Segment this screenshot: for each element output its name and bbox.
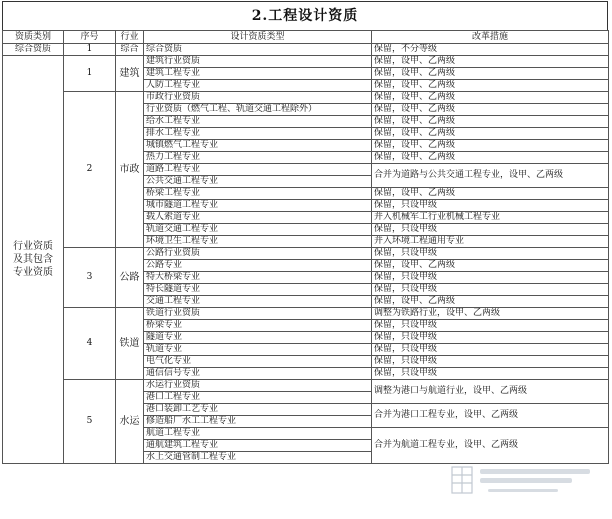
group-number-cell: 5 — [64, 380, 116, 464]
type-cell: 建筑工程专业 — [144, 68, 372, 80]
group-industry-cell: 公路 — [116, 248, 144, 308]
general-type-cell: 综合资质 — [144, 44, 372, 56]
group-number-cell: 1 — [64, 56, 116, 92]
type-cell: 轨道专业 — [144, 344, 372, 356]
header-type: 设计资质类型 — [144, 31, 372, 44]
measure-cell: 保留，只设甲级 — [372, 344, 609, 356]
type-cell: 港口装卸工艺专业 — [144, 404, 372, 416]
type-cell: 修造船厂水工工程专业 — [144, 416, 372, 428]
type-cell: 公路行业资质 — [144, 248, 372, 260]
table-row — [3, 44, 609, 56]
measure-cell: 保留，设甲、乙两级 — [372, 56, 609, 68]
type-cell: 水运行业资质 — [144, 380, 372, 392]
table-row — [3, 56, 609, 68]
type-cell: 通信信号专业 — [144, 368, 372, 380]
type-cell: 铁道行业资质 — [144, 308, 372, 320]
measure-cell: 保留，设甲、乙两级 — [372, 80, 609, 92]
group-number-cell: 3 — [64, 248, 116, 308]
general-industry-cell: 综合 — [116, 44, 144, 56]
type-cell: 航道工程专业 — [144, 428, 372, 440]
type-cell: 行业资质（燃气工程、轨道交通工程除外） — [144, 104, 372, 116]
type-cell: 特长隧道专业 — [144, 284, 372, 296]
type-cell: 道路工程专业 — [144, 164, 372, 176]
measure-cell: 保留，设甲、乙两级 — [372, 152, 609, 164]
measure-cell: 调整为港口与航道行业，设甲、乙两级 — [372, 380, 609, 404]
group-number-cell: 4 — [64, 308, 116, 380]
measure-cell: 保留，只设甲级 — [372, 248, 609, 260]
type-cell: 建筑行业资质 — [144, 56, 372, 68]
measure-cell: 并入机械军工行业机械工程专业 — [372, 212, 609, 224]
type-cell: 市政行业资质 — [144, 92, 372, 104]
measure-cell: 合并为航道工程专业，设甲、乙两级 — [372, 428, 609, 464]
group-industry-cell: 铁道 — [116, 308, 144, 380]
group-industry-cell: 建筑 — [116, 56, 144, 92]
group-industry-cell: 市政 — [116, 92, 144, 248]
type-cell: 城市隧道工程专业 — [144, 200, 372, 212]
type-cell: 桥梁工程专业 — [144, 188, 372, 200]
type-cell: 交通工程专业 — [144, 296, 372, 308]
type-cell: 环境卫生工程专业 — [144, 236, 372, 248]
header-category: 资质类别 — [3, 31, 64, 44]
measure-cell: 保留，设甲、乙两级 — [372, 140, 609, 152]
measure-cell: 保留，只设甲级 — [372, 356, 609, 368]
general-measure-cell: 保留，不分等级 — [372, 44, 609, 56]
document-title: 2.工程设计资质 — [2, 1, 608, 30]
measure-cell: 保留，设甲、乙两级 — [372, 128, 609, 140]
measure-cell: 合并为道路与公共交通工程专业，设甲、乙两级 — [372, 164, 609, 188]
type-cell: 公共交通工程专业 — [144, 176, 372, 188]
header-industry: 行业 — [116, 31, 144, 44]
group-industry-cell: 水运 — [116, 380, 144, 464]
header-number: 序号 — [64, 31, 116, 44]
type-cell: 载人索道专业 — [144, 212, 372, 224]
type-cell: 桥梁专业 — [144, 320, 372, 332]
measure-cell: 保留，只设甲级 — [372, 224, 609, 236]
type-cell: 港口工程专业 — [144, 392, 372, 404]
measure-cell: 保留，只设甲级 — [372, 272, 609, 284]
general-category-cell: 综合资质 — [3, 44, 64, 56]
table-row — [3, 248, 609, 260]
general-number-cell: 1 — [64, 44, 116, 56]
measure-cell: 保留，只设甲级 — [372, 332, 609, 344]
measure-cell: 调整为铁路行业，设甲、乙两级 — [372, 308, 609, 320]
type-cell: 排水工程专业 — [144, 128, 372, 140]
table-row — [3, 92, 609, 104]
table-row — [3, 380, 609, 392]
type-cell: 给水工程专业 — [144, 116, 372, 128]
group-number-cell: 2 — [64, 92, 116, 248]
measure-cell: 保留，只设甲级 — [372, 320, 609, 332]
type-cell: 热力工程专业 — [144, 152, 372, 164]
type-cell: 公路专业 — [144, 260, 372, 272]
qualification-table — [2, 30, 609, 464]
watermark-logo — [448, 459, 608, 503]
industry-category-cell: 行业资质及其包含专业资质 — [3, 56, 64, 464]
measure-cell: 保留，只设甲级 — [372, 284, 609, 296]
table-row — [3, 308, 609, 320]
type-cell: 通航建筑工程专业 — [144, 440, 372, 452]
table-body — [3, 44, 609, 464]
measure-cell: 保留，设甲、乙两级 — [372, 296, 609, 308]
measure-cell: 保留，设甲、乙两级 — [372, 92, 609, 104]
header-measure: 改革措施 — [372, 31, 609, 44]
measure-cell: 合并为港口工程专业，设甲、乙两级 — [372, 404, 609, 428]
measure-cell: 保留，设甲、乙两级 — [372, 116, 609, 128]
type-cell: 人防工程专业 — [144, 80, 372, 92]
type-cell: 隧道专业 — [144, 332, 372, 344]
measure-cell: 保留，设甲、乙两级 — [372, 68, 609, 80]
type-cell: 特大桥梁专业 — [144, 272, 372, 284]
measure-cell: 保留，只设甲级 — [372, 368, 609, 380]
measure-cell: 保留，只设甲级 — [372, 200, 609, 212]
type-cell: 轨道交通工程专业 — [144, 224, 372, 236]
header-row — [3, 31, 609, 44]
measure-cell: 并入环境工程通用专业 — [372, 236, 609, 248]
measure-cell: 保留，设甲、乙两级 — [372, 188, 609, 200]
watermark-building-icon — [448, 459, 608, 503]
type-cell: 水上交通管制工程专业 — [144, 452, 372, 464]
qualification-document — [2, 1, 608, 464]
type-cell: 电气化专业 — [144, 356, 372, 368]
measure-cell: 保留，设甲、乙两级 — [372, 104, 609, 116]
measure-cell: 保留，设甲、乙两级 — [372, 260, 609, 272]
type-cell: 城镇燃气工程专业 — [144, 140, 372, 152]
